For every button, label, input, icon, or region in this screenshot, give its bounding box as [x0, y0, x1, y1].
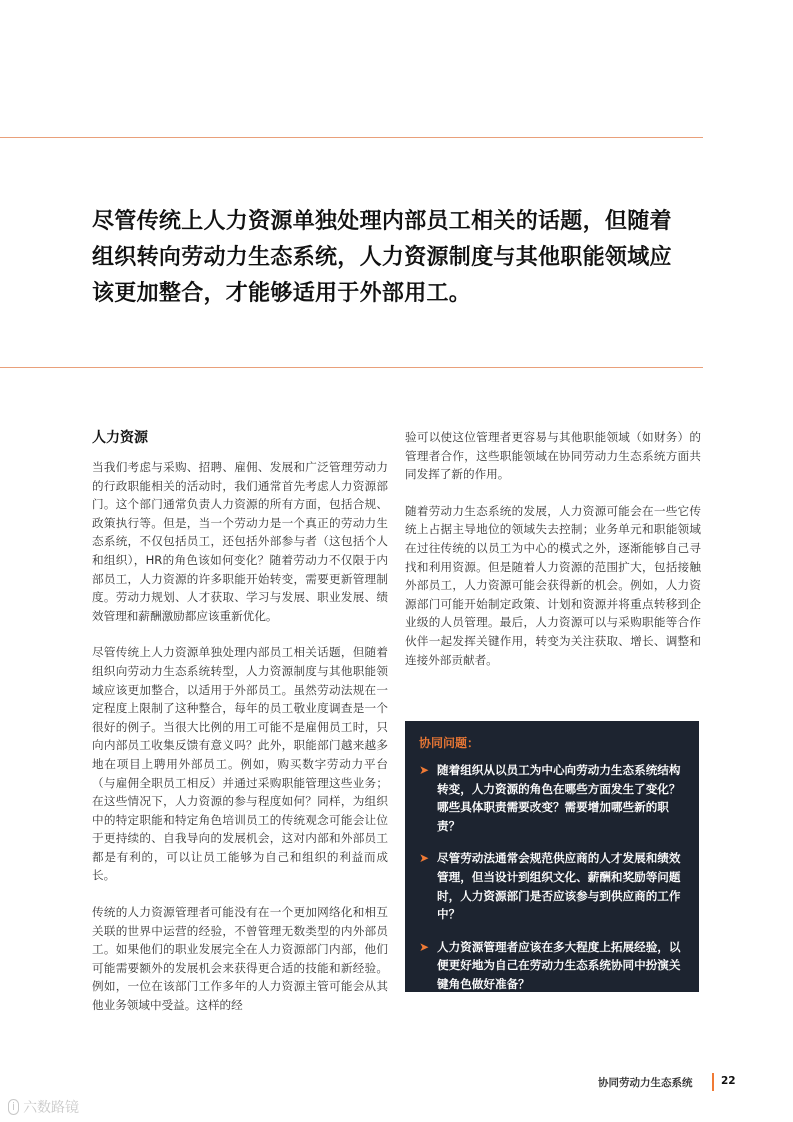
watermark-logo-icon: i — [8, 1099, 19, 1115]
body-paragraph: 随着劳动力生态系统的发展，人力资源可能会在一些它传统上占据主导地位的领域失去控制；业务单元和职能领域在过往传统的以员工为中心的模式之外，逐渐能够自己寻找和利用资源。但是随着人力资源的范围扩大，包括接触外部员工，人力资源可能会获得新的机会。例如，人力资源部门可能开始制定政策、计划和资源并将重点转移到企业级的人员管理。最后，人力资源可以与采购职能等合作伙伴一起发挥关键作用，转变为关注获取、增长、调整和连接外部贡献者。 — [405, 503, 701, 667]
question-text: 尽管劳动法通常会规范供应商的人才发展和绩效管理，但当设计到组织文化、薪酬和奖励等问题时，人力资源部门是否应该参与到供应商的工作中？ — [437, 851, 681, 922]
collaboration-questions-box — [405, 721, 699, 992]
watermark — [8, 1097, 79, 1117]
body-paragraph: 传统的人力资源管理者可能没有在一个更加网络化和相互关联的世界中运营的经验，不曾管理无数类型的内外部员工。如果他们的职业发展完全在人力资源部门内部，他们可能需要额外的发展机会来获得更合适的技能和新经验。例如，一位在该部门工作多年的人力资源主管可能会从其他业务领域中受益。这样的经 — [92, 905, 388, 1013]
callout-title: 协同问题： — [419, 736, 480, 750]
watermark-text: 六数路镜 — [23, 1100, 80, 1116]
pull-quote: 尽管传统上人力资源单独处理内部员工相关的话题，但随着组织转向劳动力生态系统，人力资源制度与其他职能领域应该更加整合，才能够适用于外部用工。 — [92, 209, 672, 306]
top-divider — [0, 137, 703, 138]
page-number: 22 — [721, 1075, 736, 1087]
arrow-icon: ➤ — [419, 939, 430, 954]
right-column — [405, 428, 701, 687]
left-column — [92, 428, 388, 1033]
arrow-icon: ➤ — [419, 851, 430, 866]
body-paragraph: 尽管传统上人力资源单独处理内部员工相关话题，但随着组织向劳动力生态系统转型，人力资源制度与其他职能领域应该更加整合，以适用于外部员工。虽然劳动法规在一定程度上限制了这种整合，每年的员工敬业度调查是一个很好的例子。当很大比例的用工可能不是雇佣员工时，只向内部员工收集反馈有意义吗？此外，职能部门越来越多地在项目上聘用外部员工。例如，购买数字劳动力平台（与雇佣全职员工相反）并通过采购职能管理这些业务；在这些情况下，人力资源的参与程度如何？同样，为组织中的特定职能和特定角色培训员工的传统观念可能会让位于更持续的、自我导向的发展机会，这对内部和外部员工都是有利的，可以让员工能够为自己和组织的利益而成长。 — [92, 645, 388, 883]
footer-divider — [712, 1073, 714, 1091]
body-paragraph: 当我们考虑与采购、招聘、雇佣、发展和广泛管理劳动力的行政职能相关的活动时，我们通常首先考虑人力资源部门。这个部门通常负责人力资源的所有方面，包括合规、政策执行等。但是，当一个劳动力是一个真正的劳动力生态系统，不仅包括员工，还包括外部参与者（这包括个人和组织），HR的角色该如何变化？随着劳动力不仅限于内部员工，人力资源的许多职能开始转变，需要更新管理制度。劳动力规划、人才获取、学习与发展、职业发展、绩效管理和薪酬激励都应该重新优化。 — [92, 460, 388, 623]
question-text: 随着组织从以员工为中心向劳动力生态系统结构转变，人力资源的角色在哪些方面发生了变化？哪些具体职责需要改变？需要增加哪些新的职责？ — [437, 763, 681, 833]
question-text: 人力资源管理者应该在多大程度上拓展经验，以便更好地为自己在劳动力生态系统协同中扮演关键角色做好准备？ — [437, 939, 681, 991]
question-item — [419, 761, 681, 835]
mid-divider — [0, 367, 703, 368]
footer-title: 协同劳动力生态系统 — [598, 1077, 693, 1089]
section-heading: 人力资源 — [92, 430, 148, 446]
body-paragraph: 验可以使这位管理者更容易与其他职能领域（如财务）的管理者合作，这些职能领域在协同劳动力生态系统方面共同发挥了新的作用。 — [405, 430, 701, 482]
arrow-icon: ➤ — [419, 763, 430, 777]
question-item — [419, 938, 681, 994]
question-item — [419, 849, 681, 923]
